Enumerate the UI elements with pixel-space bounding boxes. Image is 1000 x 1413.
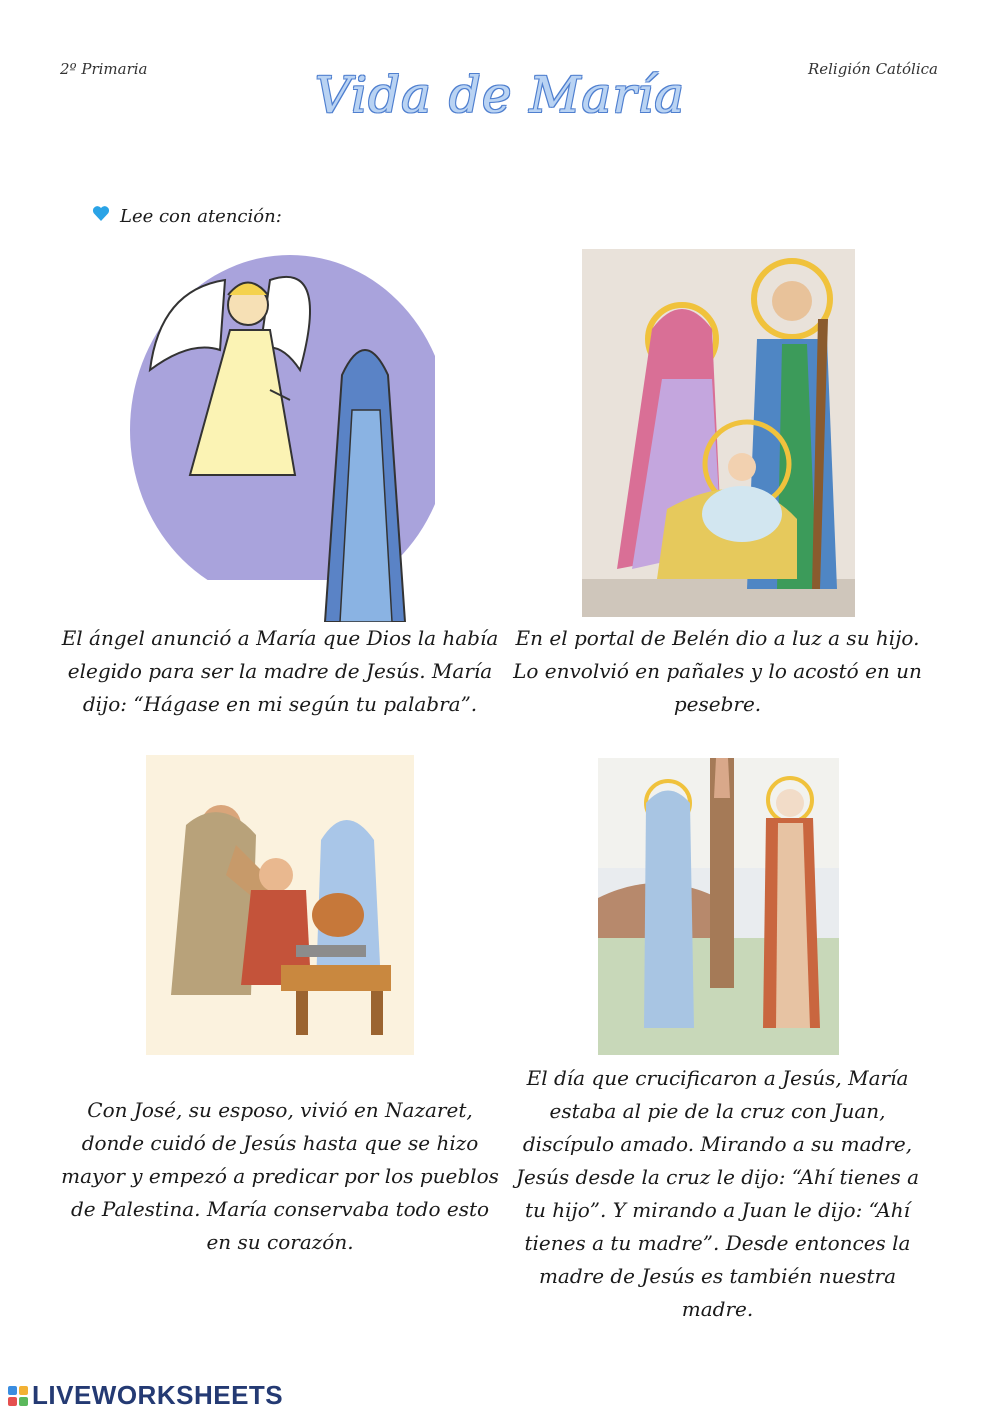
grade-label: 2º Primaria xyxy=(60,60,148,78)
heart-icon xyxy=(92,205,110,227)
liveworksheets-logo[interactable] xyxy=(8,1380,283,1411)
instruction xyxy=(92,205,282,227)
caption-nativity: En el portal de Belén dio a luz a su hijo. Lo envolvió en pañales y lo acostó en un pesebre. xyxy=(513,626,922,716)
annunciation-image xyxy=(130,250,435,622)
page-title: Vida de María xyxy=(314,66,686,124)
brand-name: LIVEWORKSHEETS xyxy=(32,1380,284,1410)
caption-annunciation: El ángel anunció a María que Dios la había elegido para ser la madre de Jesús. María dijo: “Hágase en mi según tu palabra”. xyxy=(61,626,499,716)
nativity-image xyxy=(582,249,855,617)
subject-label: Religión Católica xyxy=(807,60,938,78)
caption-nazareth: Con José, su esposo, vivió en Nazaret, donde cuidó de Jesús hasta que se hizo mayor y empezó a predicar por los pueblos de Palestina. María conservaba todo esto en su corazón. xyxy=(61,1098,499,1254)
crucifixion-image xyxy=(598,758,839,1055)
nazareth-image xyxy=(146,755,414,1055)
instruction-text: Lee con atención: xyxy=(120,205,282,227)
logo-grid-icon xyxy=(8,1386,28,1406)
caption-crucifixion: El día que crucificaron a Jesús, María estaba al pie de la cruz con Juan, discípulo amado. Mirando a su madre, Jesús desde la cruz le dijo: “Ahí tienes a tu hijo”. Y mirando a Juan le dijo: “Ahí tienes a tu madre”. Desde entonces la madre de Jesús es también nuestra madre. xyxy=(515,1066,920,1321)
